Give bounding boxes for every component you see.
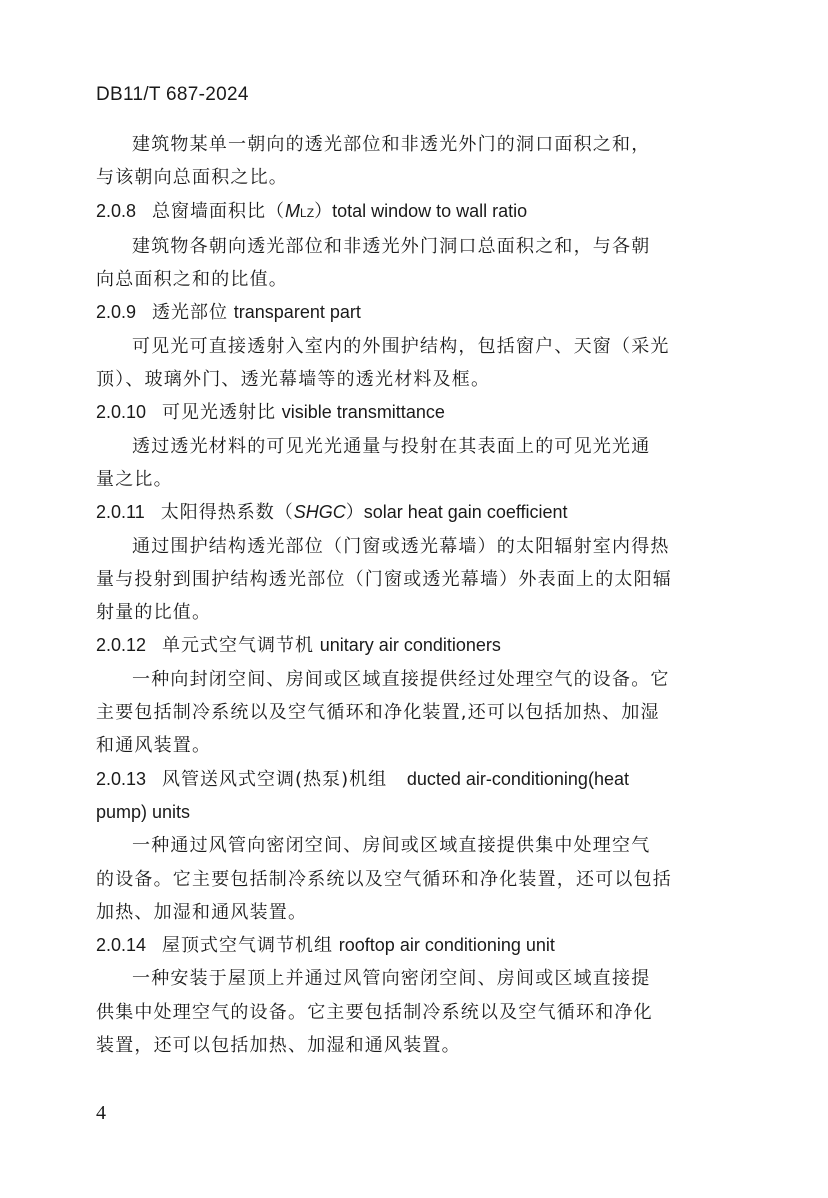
- definition-line: 加热、加湿和通风装置。: [96, 901, 308, 923]
- definition-line: 的设备。它主要包括制冷系统以及空气循环和净化装置，还可以包括: [96, 868, 672, 890]
- term-symbol: SHGC: [293, 502, 346, 523]
- definition-2-0-9: [96, 330, 732, 397]
- definition-line: 射量的比值。: [96, 602, 212, 624]
- term-name-cn: 风管送风式空调(热泵)机组: [162, 768, 388, 790]
- term-name-cn-close: ）: [345, 502, 364, 524]
- term-2-0-11: [96, 496, 732, 529]
- definition-2-0-11: [96, 530, 732, 630]
- terms-section: [96, 128, 732, 1062]
- term-name-en: pump) units: [96, 801, 191, 822]
- term-number: 2.0.12: [96, 635, 147, 656]
- term-name-en: unitary air conditioners: [319, 635, 501, 656]
- definition-2-0-10: [96, 430, 732, 497]
- term-name-en: total window to wall ratio: [332, 200, 528, 221]
- term-name-en: rooftop air conditioning unit: [338, 935, 555, 956]
- definition-line: 和通风装置。: [96, 735, 212, 757]
- definition-2-0-13: [96, 829, 732, 929]
- definition-line: 一种向封闭空间、房间或区域直接提供经过处理空气的设备。它: [132, 668, 670, 690]
- definition-line: 一种通过风管向密闭空间、房间或区域直接提供集中处理空气: [132, 835, 651, 857]
- document-code: DB11/T 687-2024: [96, 84, 249, 105]
- definition-line: 主要包括制冷系统以及空气循环和净化装置,还可以包括加热、加湿: [96, 702, 660, 724]
- definition-2-0-12: [96, 663, 732, 763]
- definition-line: 可见光可直接透射入室内的外围护结构，包括窗户、天窗（采光: [132, 335, 670, 357]
- term-name-cn: 单元式空气调节机: [162, 635, 315, 657]
- definition-line: 供集中处理空气的设备。它主要包括制冷系统以及空气循环和净化: [96, 1001, 653, 1023]
- term-name-en: ducted air-conditioning(heat: [406, 768, 629, 789]
- definition-2-0-7: [96, 128, 732, 195]
- definition-line: 与该朝向总面积之比。: [96, 167, 288, 189]
- term-number: 2.0.11: [96, 502, 145, 523]
- term-2-0-8: [96, 195, 732, 230]
- term-name-en: visible transmittance: [281, 402, 445, 423]
- term-2-0-13: [96, 763, 732, 796]
- term-number: 2.0.14: [96, 935, 147, 956]
- definition-line: 量之比。: [96, 468, 173, 490]
- definition-line: 顶）、玻璃外门、透光幕墙等的透光材料及框。: [96, 369, 491, 391]
- term-2-0-9: [96, 296, 732, 329]
- term-2-0-10: [96, 396, 732, 429]
- term-symbol: M: [285, 200, 301, 221]
- term-name-en: solar heat gain coefficient: [363, 502, 568, 523]
- page-number: 4: [96, 1102, 106, 1124]
- term-number: 2.0.13: [96, 768, 147, 789]
- term-name-cn-close: ）: [314, 200, 333, 222]
- term-name-en: transparent part: [233, 302, 361, 323]
- term-number: 2.0.9: [96, 302, 137, 323]
- term-2-0-14: [96, 929, 732, 962]
- definition-line: 建筑物某单一朝向的透光部位和非透光外门的洞口面积之和，: [132, 134, 651, 155]
- term-symbol-subscript: LZ: [300, 205, 315, 220]
- term-number: 2.0.8: [96, 200, 137, 221]
- term-2-0-13-cont: [96, 796, 732, 829]
- term-name-cn: 屋顶式空气调节机组: [162, 935, 334, 957]
- term-name-cn: 总窗墙面积比（: [152, 200, 286, 222]
- definition-2-0-8: [96, 230, 732, 297]
- definition-line: 量与投射到围护结构透光部位（门窗或透光幕墙）外表面上的太阳辐: [96, 568, 672, 590]
- definition-line: 一种安装于屋顶上并通过风管向密闭空间、房间或区域直接提: [132, 968, 651, 990]
- term-number: 2.0.10: [96, 402, 147, 423]
- term-name-cn: 透光部位: [152, 302, 229, 324]
- definition-line: 透过透光材料的可见光光通量与投射在其表面上的可见光光通: [132, 435, 651, 457]
- term-2-0-12: [96, 629, 732, 662]
- definition-line: 向总面积之和的比值。: [96, 269, 288, 291]
- definition-line: 装置，还可以包括加热、加湿和通风装置。: [96, 1035, 461, 1057]
- definition-2-0-14: [96, 962, 732, 1062]
- definition-line: 建筑物各朝向透光部位和非透光外门洞口总面积之和，与各朝: [132, 235, 651, 257]
- term-name-cn: 可见光透射比: [162, 402, 277, 424]
- definition-line: 通过围护结构透光部位（门窗或透光幕墙）的太阳辐射室内得热: [132, 535, 670, 557]
- term-name-cn: 太阳得热系数（: [160, 502, 294, 524]
